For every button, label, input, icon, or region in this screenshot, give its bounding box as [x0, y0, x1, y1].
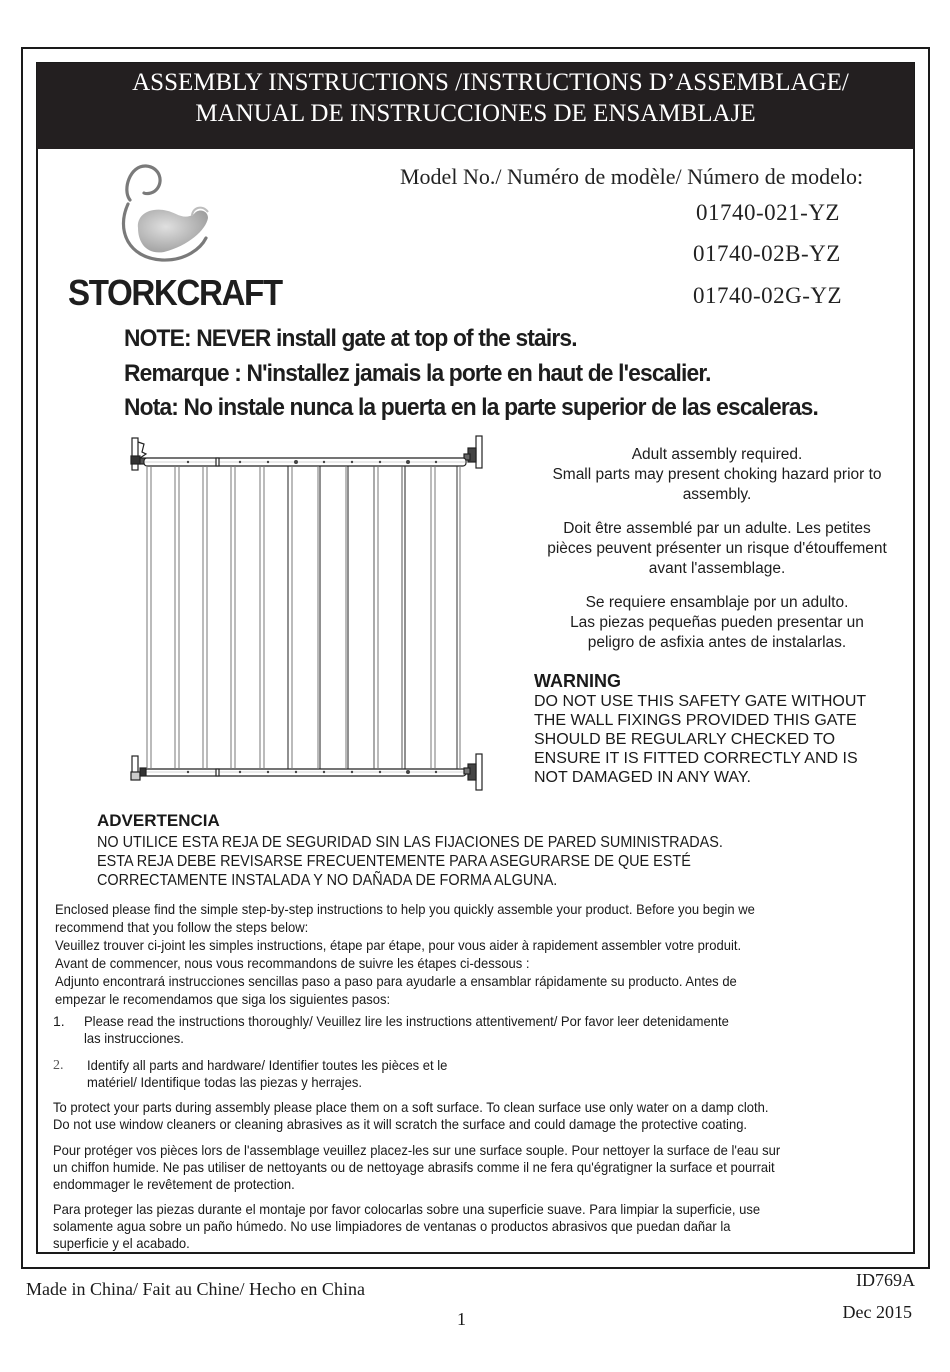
- stairs-note: [124, 322, 818, 426]
- intro-line: Veuillez trouver ci-joint les simples instructions, étape par étape, pour vous aider à rapidement assembler votre produit.: [55, 937, 742, 953]
- model-number-3: 01740-02G-YZ: [693, 283, 843, 308]
- warning-title: WARNING: [534, 671, 621, 691]
- care-paragraph-es: [53, 1201, 760, 1252]
- intro-line: empezar le recomendamos que siga los siguientes pasos:: [55, 991, 391, 1007]
- step-number: 1.: [53, 1013, 65, 1029]
- adult-es-line-1: Se requiere ensamblaje por un adulto.: [585, 594, 849, 611]
- adult-fr-line-2: pièces peuvent présenter un risque d'étouffement: [547, 540, 887, 557]
- step-text-line-1: Please read the instructions thoroughly/ Veuillez lire les instructions attentivement/ Por favor leer detenidamente: [84, 1013, 729, 1029]
- step-text-line-1: Identify all parts and hardware/ Identifier toutes les pièces et le: [87, 1057, 448, 1073]
- care-paragraph-fr: [53, 1142, 780, 1193]
- storkcraft-logo: [68, 160, 282, 315]
- header-banner: [37, 63, 914, 149]
- care-line: endommager le revêtement de protection.: [53, 1176, 295, 1192]
- advertencia-body: [97, 833, 723, 890]
- advertencia-title: ADVERTENCIA: [97, 811, 220, 830]
- step-text-line-2: matériel/ Identifique todas las piezas y herrajes.: [87, 1074, 363, 1090]
- adult-assembly-notice: [522, 445, 912, 667]
- adult-es-line-2: Las piezas pequeñas pueden presentar un: [570, 614, 864, 631]
- note-line-fr: Remarque : N'installez jamais la porte en haut de l'escalier.: [124, 359, 711, 387]
- warning-line: THE WALL FIXINGS PROVIDED THIS GATE: [534, 712, 857, 729]
- made-in-label: Made in China/ Fait au Chine/ Hecho en China: [26, 1279, 365, 1299]
- care-line: solamente agua sobre un paño húmedo. No use limpiadores de ventanas o productos abrasivos que puedan dañar la: [53, 1218, 731, 1234]
- advertencia-line: CORRECTAMENTE INSTALADA Y NO DAÑADA DE FORMA ALGUNA.: [97, 872, 558, 889]
- adult-fr-line-3: avant l'assemblage.: [648, 560, 786, 577]
- advertencia-line: NO UTILICE ESTA REJA DE SEGURIDAD SIN LAS FIJACIONES DE PARED SUMINISTRADAS.: [97, 834, 723, 851]
- note-line-es: Nota: No instale nunca la puerta en la parte superior de las escaleras.: [124, 394, 819, 421]
- intro-paragraph: [55, 900, 755, 1008]
- adult-assembly-es: [522, 593, 912, 653]
- warning-line: SHOULD BE REGULARLY CHECKED TO: [534, 731, 836, 748]
- document-date: Dec 2015: [842, 1302, 912, 1322]
- adult-en-line-3: assembly.: [682, 486, 752, 503]
- adult-assembly-fr: [522, 519, 912, 579]
- adult-fr-line-1: Doit être assemblé par un adulte. Les petites: [563, 520, 871, 537]
- warning-body: [534, 692, 914, 787]
- adult-en-line-2: Small parts may present choking hazard prior to: [552, 466, 882, 483]
- care-line: To protect your parts during assembly please place them on a soft surface. To clean surface use only water on a damp cloth.: [53, 1099, 769, 1115]
- intro-line: recommend that you follow the steps below:: [55, 919, 309, 935]
- model-number-1: 01740-021-YZ: [696, 200, 840, 225]
- care-line: Do not use window cleaners or cleaning abrasives as it will scratch the surface and could damage the protective coating.: [53, 1116, 748, 1132]
- care-line: un chiffon humide. Ne pas utiliser de nettoyants ou de nettoyage abrasifs comme il ne fera qu'égratigner la surface et pourrait: [53, 1159, 775, 1175]
- intro-line: Adjunto encontrará instrucciones sencillas paso a paso para ayudarle a ensamblar rápidamente su producto. Antes de: [55, 973, 737, 989]
- care-paragraph-en: [53, 1099, 769, 1133]
- care-line: Para proteger las piezas durante el montaje por favor colocarlas sobre una superficie suave. Para limpiar la superficie, use: [53, 1201, 761, 1217]
- warning-line: NOT DAMAGED IN ANY WAY.: [534, 769, 751, 786]
- header-title-line-2: MANUAL DE INSTRUCCIONES DE ENSAMBLAJE: [195, 100, 756, 127]
- model-number-label: Model No./ Numéro de modèle/ Número de modelo:: [400, 164, 864, 189]
- page-number: 1: [457, 1309, 466, 1329]
- intro-line: Enclosed please find the simple step-by-step instructions to help you quickly assemble your product. Before you begin we: [55, 901, 755, 917]
- safety-gate-diagram: [128, 432, 494, 792]
- step-text-line-2: las instrucciones.: [84, 1030, 184, 1046]
- warning-line: ENSURE IT IS FITTED CORRECTLY AND IS: [534, 750, 858, 767]
- adult-es-line-3: peligro de asfixia antes de instalarlas.: [587, 634, 847, 651]
- brand-name: STORKCRAFT: [68, 272, 282, 313]
- note-line-en: NOTE: NEVER install gate at top of the stairs.: [124, 325, 577, 352]
- care-line: Pour protéger vos pièces lors de l'assemblage veuillez placez-les sur une surface souple. Pour nettoyer la surface de l'eau sur: [53, 1142, 781, 1158]
- adult-en-line-1: Adult assembly required.: [631, 446, 803, 463]
- header-title-line-1: ASSEMBLY INSTRUCTIONS /INSTRUCTIONS D’ASSEMBLAGE/: [132, 69, 849, 96]
- step-number: 2.: [53, 1058, 64, 1073]
- document-id: ID769A: [856, 1270, 915, 1290]
- model-number-2: 01740-02B-YZ: [693, 241, 841, 266]
- warning-line: DO NOT USE THIS SAFETY GATE WITHOUT: [534, 693, 867, 710]
- gate-illustration-icon: [128, 432, 494, 792]
- intro-line: Avant de commencer, nous vous recommandons de suivre les étapes ci-dessous :: [55, 955, 530, 971]
- advertencia-line: ESTA REJA DEBE REVISARSE FRECUENTEMENTE PARA ASEGURARSE DE QUE ESTÉ: [97, 853, 691, 870]
- stork-mother-baby-icon: [116, 160, 226, 270]
- adult-assembly-en: [522, 445, 912, 505]
- care-line: superficie y el acabado.: [53, 1235, 190, 1251]
